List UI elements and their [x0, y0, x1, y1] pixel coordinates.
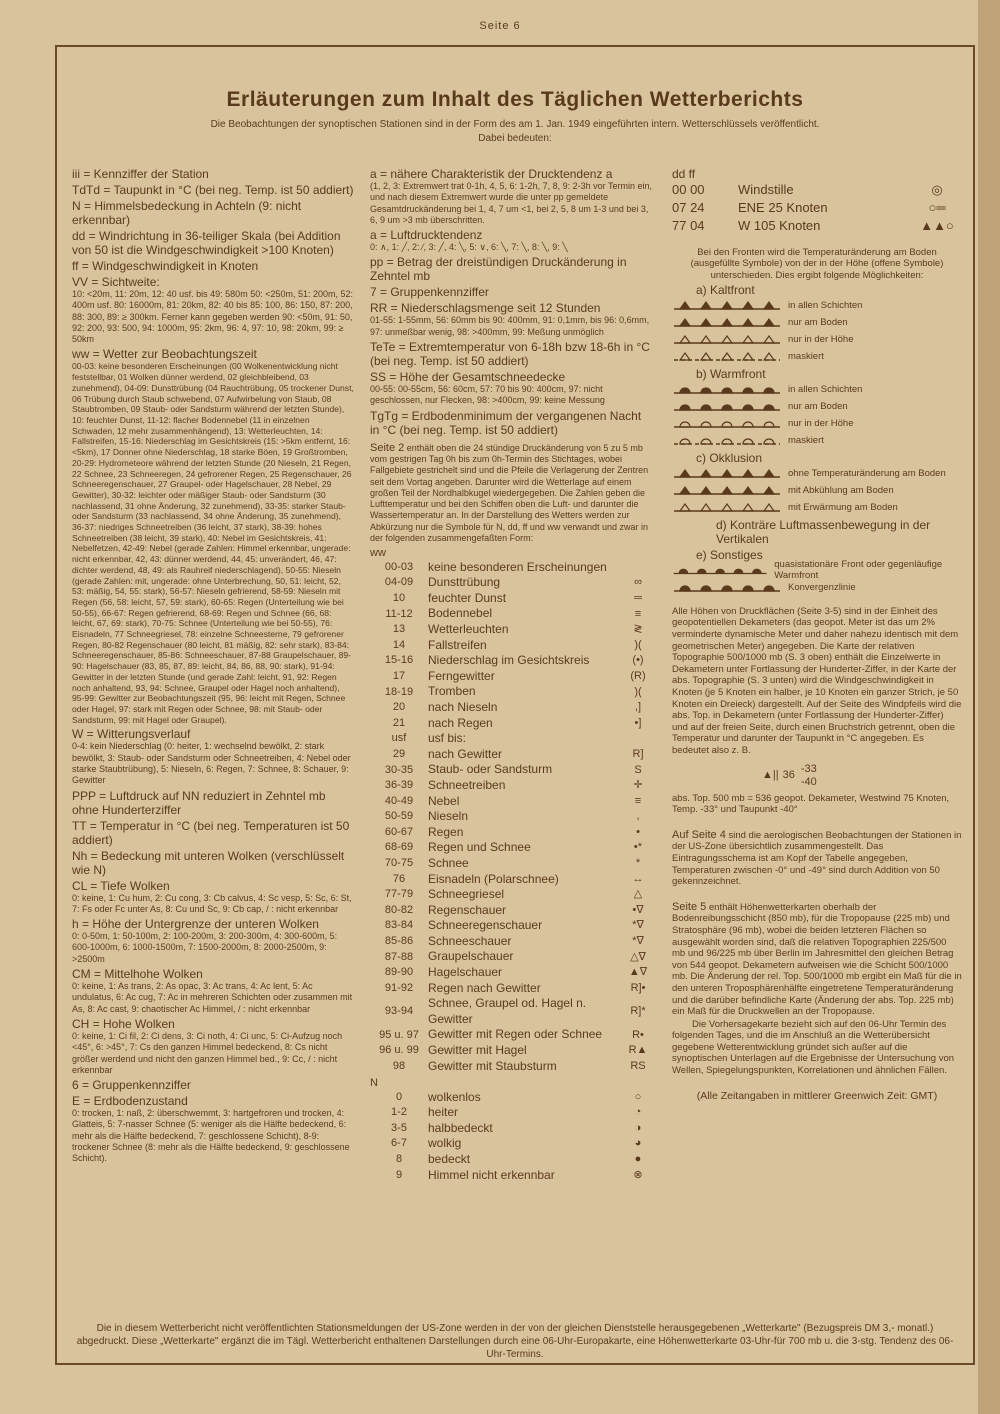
table-row — [370, 700, 653, 716]
wind-arrow-icon: ▲|| — [762, 768, 779, 781]
table-row — [370, 856, 653, 872]
front-row — [672, 331, 962, 348]
description-cell: Regen — [428, 824, 464, 839]
front-row — [672, 482, 962, 499]
subtitle — [60, 118, 970, 146]
wind-description: Windstille — [738, 182, 794, 197]
warm-front-symbol-icon — [672, 565, 768, 575]
warm-front-symbol-icon — [672, 435, 782, 445]
weather-symbol-icon: •∇ — [632, 903, 644, 916]
front-label: nur am Boden — [788, 316, 848, 328]
station-example — [762, 763, 962, 789]
table-row — [370, 575, 653, 591]
description-cell: feuchter Dunst — [428, 590, 507, 605]
weather-symbol-icon: )( — [634, 685, 642, 698]
table-row — [370, 1027, 653, 1043]
cold-front-symbol-icon — [672, 351, 782, 361]
weather-symbol-icon: ● — [634, 1153, 642, 1166]
front-label: nur in der Höhe — [788, 333, 854, 345]
description-cell: Gewitter mit Staubsturm — [428, 1058, 557, 1073]
cl-text: 0: keine, 1: Cu hum, 2: Cu cong, 3: Cb calvus, 4: Sc vesp, 5: Sc, 6: St, 7: Fs oder Fc unter As, 8: Cu und Sc, 9: Cb cap, / : nicht erkennbar — [72, 892, 352, 914]
front-label: nur in der Höhe — [788, 417, 854, 429]
code-cell: 68-69 — [384, 841, 414, 854]
key-6: 6 = Gruppenkennziffer — [72, 1078, 191, 1093]
key-td: TdTd = Taupunkt in °C (bei neg. Temp. ist 50 addiert) — [72, 183, 354, 197]
h-text: 0: 0-50m, 1: 50-100m, 2: 100-200m, 3: 200-300m, 4: 300-600m, 5: 600-1000m, 6: 1000-1500m, 7: 1500-2000m, 8: 2000-2500m, 9: >2500m — [72, 931, 338, 964]
hoehen-paragraph: Alle Höhen von Druckflächen (Seite 3-5) sind in der Einheit des geopotentiellen Dekameters (das geopot. Meter ist das um 2% verminderte dynamische Meter und daher nahezu identisch mit dem geometrischen Meter) angegeben. Die Karte der relativen Topographie 500/1000 mb (S. 3 oben) enthält die Einzelwerte in Dekametern unter Fortlassung der Hunderter-Ziffer, in der Karte der abs. Topographie (S. 3 unten) wird die Windgeschwindigkeit in Knoten (je 5 Knoten ein halber, je 10 Knoten ein ganzer Strich, je 50 Knoten ein Dreieck) dargestellt. Auf der Seite des Windpfeils wird die abs. Top. in Dekametern (unter Fortlassung der Hunderter-Ziffer) und auf der freien Seite, durch einen Bruchstrich getrennt, oben die Temperatur und darunter der Taupunkt in °C angegeben. Es bedeutet also z. B. — [672, 605, 962, 757]
description-cell: Nebel — [428, 793, 460, 808]
description-cell: keine besonderen Erscheinungen — [428, 559, 607, 574]
seite2-paragraph — [370, 443, 653, 545]
code-cell: 95 u. 97 — [379, 1028, 419, 1041]
description-cell: nach Nieseln — [428, 699, 498, 714]
table-row — [370, 1152, 653, 1168]
wind-symbol-icon: ▲▲○ — [920, 218, 954, 233]
cold-front-symbol-icon — [672, 502, 782, 512]
description-cell: Schneetreiben — [428, 777, 506, 792]
weather-symbol-icon: ≡ — [634, 607, 642, 620]
weather-symbol-icon: RS — [630, 1059, 646, 1072]
table-row — [370, 996, 653, 1027]
wind-table — [672, 181, 962, 235]
key-ss: SS = Höhe der Gesamtschneedecke — [370, 370, 566, 385]
code-cell: 80-82 — [384, 903, 414, 916]
wind-code: 00 00 — [672, 182, 705, 197]
code-cell: 17 — [392, 669, 406, 682]
vorhersage-paragraph: Die Vorhersagekarte bezieht sich auf den 06-Uhr Termin des folgenden Tages, und die im Anschluß an die Wetterübersicht gegebene Wetterentwicklung gründet sich außer auf die synoptischen Unterlagen auf die Ergebnisse der Untersuchung von Wellen, Spiegelungspunkten, Korrelationen und ähnlichen Fällen. — [672, 1018, 955, 1077]
weather-symbol-icon: ═ — [634, 591, 642, 604]
weather-symbol-icon: ◕ — [634, 1137, 642, 1150]
subtitle-line-1: Die Beobachtungen der synoptischen Stationen sind in der Form des am 1. Jan. 1949 eingeführten intern. Wetterschlüssels veröffentlicht. — [210, 119, 820, 130]
cold-front-symbol-icon — [672, 334, 782, 344]
table-row — [370, 872, 653, 888]
cold-front-symbol-icon — [672, 300, 782, 310]
table-row — [370, 653, 653, 669]
a-text: (1, 2, 3: Extremwert trat 0-1h, 4, 5, 6: 1-2h, 7, 8, 9: 2-3h vor Termin ein, und nach diesem Extremwert wurde die unter pp gemeldete Gesamtdruckänderung bei 1, 4, 7 um <1, bei 2, 5, 8 um 1-3 und bei 3, 6, 9 um >3 mb überschritten. — [370, 181, 652, 225]
cold-front-symbol-icon — [672, 317, 782, 327]
weather-symbol-icon: ∞ — [634, 576, 642, 589]
description-cell: Wetterleuchten — [428, 622, 509, 637]
description-cell: heiter — [428, 1105, 459, 1120]
description-cell: Gewitter mit Hagel — [428, 1043, 527, 1058]
description-cell: Bodennebel — [428, 606, 493, 621]
table-row — [370, 669, 653, 685]
key-a: a = nähere Charakteristik der Drucktendenz a — [370, 167, 613, 181]
front-row — [672, 465, 962, 482]
code-cell: 76 — [392, 872, 406, 885]
table-row — [370, 638, 653, 654]
key-vv: VV = Sichtweite: — [72, 275, 160, 289]
table-row — [370, 1043, 653, 1059]
zeit-note: (Alle Zeitangaben in mittlerer Greenwich Zeit: GMT) — [696, 1089, 938, 1102]
code-cell: 9 — [395, 1168, 403, 1181]
weather-symbol-icon: R] — [632, 747, 644, 760]
w-text: 0-4: kein Niederschlag (0: heiter, 1: wechselnd bewölkt, 2: stark bewölkt, 3: Staub- oder Sandsturm oder Schneetreiben, 4: Nebel oder starke Staubtrübung), 5: Nieseln, 6: Regen, 7: Schnee, 8: Schauer, 9: Gewitter — [72, 741, 351, 786]
weather-symbol-icon: △∇ — [630, 950, 646, 963]
front-row — [672, 297, 962, 314]
wind-description: W 105 Knoten — [738, 218, 821, 233]
weather-symbol-icon: ≡ — [634, 794, 642, 807]
table-row — [370, 1121, 653, 1137]
warm-front-symbol-icon — [672, 401, 782, 411]
description-cell: Gewitter mit Regen oder Schnee — [428, 1027, 603, 1042]
key-tg: TgTg = Erdbodenminimum der vergangenen Nacht in °C (bei neg. Temp. ist 50 addiert) — [370, 408, 642, 437]
key-ww: ww = Wetter zur Beobachtungszeit — [72, 347, 257, 362]
seite5-label: Seite 5 — [672, 900, 707, 913]
weather-symbol-icon: •] — [634, 716, 642, 729]
cold-front-symbol-icon — [672, 485, 782, 495]
code-cell: 30-35 — [384, 763, 414, 776]
code-cell: 21 — [392, 716, 406, 729]
table-row — [370, 934, 653, 950]
ww-table — [370, 560, 653, 1075]
weather-symbol-icon: R]• — [630, 981, 646, 994]
weather-symbol-icon: (•) — [632, 654, 644, 667]
wind-row — [672, 217, 962, 235]
seite2-text: enthält oben die 24 stündige Druckänderung von 5 zu 5 mb vom gestrigen Tag 0h bis zum 0h-Termin des Stichtages, wobei Fallgebiete gestrichelt sind und die Pfeile die Verlagerung der Zentren seit dem Vortag angeben. Darunter wird die Wetterlage auf einem großen Teil der Nordhalbkugel wiedergegeben. Die Zahlen geben die Lufttemperatur und bei den Schiffen oben die Luft- und darunter die Wassertemperatur an. In der Darstellung des Wetters werden zur Abkürzung nur die Symbole für N, dd, ff und ww verwandt und zwar in der folgenden zusammengefaßten Form: — [370, 442, 649, 544]
example-height: 36 — [782, 768, 795, 781]
weather-symbol-icon: R]* — [630, 1005, 646, 1018]
weather-symbol-icon: ↔ — [632, 872, 644, 885]
code-cell: 1-2 — [391, 1106, 407, 1119]
code-cell: 36-39 — [384, 779, 414, 792]
ww-text: 00-03: keine besonderen Erscheinungen (00 Wolkenentwicklung nicht feststellbar, 01 Wolken dünner werdend, 02 gleichbleibend, 03 zunehmend), 04-09: Dunsttrübung (04 Rauchtrübung, 05 trockener Dunst, 06 Trübung durch Staub schwebend, 07 Aufwirbelung von Staub, 08 Staubtromben, 09 Staub- oder Sandsturm während der letzten Stunde), 10: feuchter Dunst, 11-12: flacher Bodennebel (11 in einzelnen Schwaden, 12 mehr zusammenhängend), 13: Wetterleuchten, 14: Fallstreifen, 15-16: Niederschlag im Gesichtskreis (15: >5km entfernt, 16: <5km), 17 Donner ohne Niederschlag, 18 starke Böen, 19 Großtromben, 20-29: Hydrometeore während der letzten Stunde (20 Nieseln, 21 Regen, 22 Schnee, 23 Schneeregen, 24 gefrorener Regen, 25 Regenschauer, 26 Schneeregenschauer, 27 Graupel- oder Hagelschauer, 28 Nebel, 29 Gewitter), 30-32: leichter oder mäßiger Staub- oder Sandsturm (30 nachlassend, 31 ohne Änderung, 32 zunehmend), 33-35: starker Staub- oder Sandsturm (33 nachlassend, 34 ohne Änderung, 35 zunehmend), 36-37: niedriges Schneetreiben (36 leicht, 37 stark), 38-39: hohes Schneetreiben (38 leicht, 39 stark), 40: Nebel im Gesichtskreis, 41: Nebelfetzen, 42-49: Nebel (gerade Zahlen: Himmel erkennbar, ungerade: nicht erkennbar, 42, 43: dünner werdend, 44, 45: unverändert, 46, 47: dichter werdend, 48, 49: als Rauhreif niederschlagend), 50-55: Nieseln (gerade Zahlen: mit, ungerade: ohne Unterbrechung, 50, 51: leicht, 52, 53: mäßig, 54, 55: stark), 56-57: Nieseln gefrierend, 58-59: Nieseln mit Regen (56, 58: leicht, 57, 59: stark), 60-65: Regen (Unterteilung wie bei 50-55), 66-67: Regen gefrierend, 68-69: Regen und Schnee (66, 68: leicht, 67, 69: stark), 70-75: Schnee (Unterteilung wie bei 50-55), 76: Eisnadeln, 77 Schneegriesel, 78: einzelne Schneesterne, 79 gefrorener Regen, 80-82 Regenschauer (80 leicht, 81 mäßig, 82: sehr stark), 83-84: Schneeregenschauer, 85-86: Schneeschauer, 87-88 Graupelschauer, 89-90: Hagelschauer (83, 85, 87, 89: leicht, 84, 86, 88, 90: stark), 91-94: Gewitter in der letzten Stunde (und gerade Zahl: leicht, 91, 92: Regen noch anhaltend, 93, 94: Schnee, Graupel oder Hagel noch anhaltend), 95-99: Gewitter zur Beobachtungszeit (95, 96: leicht mit Regen, Schnee oder Hagel, 97: stark mit Regen oder Schnee, 98: mit Staub- oder Sandsturm, 99: mit Hagel oder Graupel). — [72, 361, 354, 725]
wind-row — [672, 199, 962, 217]
code-cell: usf — [391, 732, 407, 745]
front-row — [672, 499, 962, 516]
description-cell: Regenschauer — [428, 902, 507, 917]
key-nh: Nh = Bedeckung mit unteren Wolken (verschlüsselt wie N) — [72, 848, 345, 877]
table-row — [370, 622, 653, 638]
description-cell: usf bis: — [428, 731, 467, 746]
okklusion-list — [672, 465, 962, 516]
rr-text: 01-55: 1-55mm, 56: 60mm bis 90: 400mm, 91: 0,1mm, bis 96: 0,6mm, 97: unmeßbar wenig, 98: >400mm, 99: Meßung unmöglich — [370, 315, 650, 337]
code-cell: 10 — [392, 591, 406, 604]
table-row — [370, 809, 653, 825]
key-cl: CL = Tiefe Wolken — [72, 878, 170, 893]
right-column — [672, 165, 962, 1103]
table-row — [370, 794, 653, 810]
front-label: maskiert — [788, 434, 824, 446]
wind-description: ENE 25 Knoten — [738, 200, 828, 215]
tendency-symbols: 0: ∧, 1: ╱, 2: ⁄, 3: ╱, 4: ╲, 5: ∨, 6: ╲, 7: ╲, 8: ╲, 9: ╲ — [370, 242, 568, 253]
description-cell: nach Regen — [428, 715, 493, 730]
code-cell: 29 — [392, 747, 406, 760]
weather-symbol-icon: (R) — [630, 669, 646, 682]
description-cell: Schneeschauer — [428, 933, 512, 948]
description-cell: Regen und Schnee — [428, 840, 531, 855]
front-row — [672, 314, 962, 331]
code-cell: 98 — [392, 1059, 406, 1072]
weather-symbol-icon: R▲ — [628, 1044, 648, 1057]
description-cell: Niederschlag im Gesichtskreis — [428, 653, 590, 668]
table-row — [370, 1059, 653, 1075]
table-row — [370, 918, 653, 934]
warmfront-head: b) Warmfront — [696, 366, 766, 381]
key-ff: ff = Windgeschwindigkeit in Knoten — [72, 259, 259, 273]
description-cell: Graupelschauer — [428, 949, 514, 964]
front-row — [672, 381, 962, 398]
table-row — [370, 981, 653, 997]
code-cell: 91-92 — [384, 981, 414, 994]
weather-symbol-icon: *∇ — [632, 919, 644, 932]
code-cell: 70-75 — [384, 857, 414, 870]
key-te: TeTe = Extremtemperatur von 6-18h bzw 18-6h in °C (bei neg. Temp. ist 50 addiert) — [370, 340, 650, 369]
description-cell: Schnee — [428, 855, 469, 870]
front-row — [672, 559, 962, 582]
code-cell: 96 u. 99 — [379, 1044, 419, 1057]
code-cell: 87-88 — [384, 950, 414, 963]
description-cell: Himmel nicht erkennbar — [428, 1167, 555, 1182]
description-cell: Hagelschauer — [428, 965, 503, 980]
description-cell: Dunsttrübung — [428, 575, 501, 590]
ss-text: 00-55: 00-55cm, 56: 60cm, 57: 70 bis 90: 400cm, 97: nicht geschlossen, nur Flecken, 98: >400cm, 99: keine Messung — [370, 384, 605, 406]
key-iii: iii = Kennziffer der Station — [72, 167, 209, 181]
fronts-intro: Bei den Fronten wird die Temperaturänderung am Boden (ausgefüllte Symbole) von der in der Höhe (offene Symbole) unterschieden. Dies ergibt folgende Möglichkeiten: — [690, 247, 944, 281]
code-cell: 83-84 — [384, 919, 414, 932]
warm-front-symbol-icon — [672, 582, 782, 592]
table-row — [370, 747, 653, 763]
table-row — [370, 825, 653, 841]
page-edge — [978, 0, 1000, 1414]
weather-symbol-icon: ◔ — [634, 1106, 642, 1119]
table-row — [370, 887, 653, 903]
code-cell: 3-5 — [391, 1121, 407, 1134]
subtitle-line-2: Dabei bedeuten: — [478, 133, 552, 144]
key-n: N = Himmelsbedeckung in Achteln (9: nicht erkennbar) — [72, 199, 302, 227]
seite5-paragraph — [672, 902, 962, 1018]
front-label: mit Erwärmung am Boden — [788, 501, 898, 513]
key-rr: RR = Niederschlagsmenge seit 12 Stunden — [370, 301, 601, 316]
key-w: W = Witterungsverlauf — [72, 727, 191, 742]
page-number: Seite 6 — [479, 20, 521, 32]
description-cell: Staub- oder Sandsturm — [428, 762, 553, 777]
n-table-head: N — [370, 1077, 378, 1090]
code-cell: 40-49 — [384, 794, 414, 807]
weather-symbol-icon: •* — [633, 841, 643, 854]
code-cell: 00-03 — [384, 560, 414, 573]
code-cell: 89-90 — [384, 966, 414, 979]
table-row — [370, 731, 653, 747]
table-row — [370, 716, 653, 732]
weather-symbol-icon: R• — [632, 1028, 644, 1041]
description-cell: wolkenlos — [428, 1089, 481, 1104]
code-cell: 6-7 — [391, 1137, 407, 1150]
code-cell: 14 — [392, 638, 406, 651]
kaltfront-head: a) Kaltfront — [696, 282, 755, 297]
example-text: abs. Top. 500 mb = 536 geopot. Dekameter, Westwind 75 Knoten, Temp. -33° und Taupunkt -40° — [672, 792, 950, 816]
code-cell: 85-86 — [384, 935, 414, 948]
table-row — [370, 560, 653, 576]
description-cell: Schneegriesel — [428, 887, 505, 902]
weather-symbol-icon: * — [635, 857, 641, 870]
warm-front-symbol-icon — [672, 384, 782, 394]
key-ch: CH = Hohe Wolken — [72, 1016, 175, 1031]
key-tendency: a = Luftdrucktendenz — [370, 228, 483, 243]
code-cell: 18-19 — [384, 685, 414, 698]
footer-note: Die in diesem Wetterbericht nicht veröffentlichten Stationsmeldungen der US-Zone werden in der von der gleichen Dienststelle herausgegebenen „Wetterkarte" (Bezugspreis DM 3,- monatl.) abgedruckt. Diese „Wetterkarte" ergänzt die im Tägl. Wetterbericht enthaltenen Darstellungen durch eine 06-Uhr-Europakarte, eine Höhenwetterkarte 03-Uhr-für 700 mb u. die 3-stg. Tendenz des 06-Uhr-Termins. — [76, 1323, 954, 1360]
key-pp: pp = Betrag der dreistündigen Druckänderung in Zehntel mb — [370, 255, 627, 284]
n-table — [370, 1090, 653, 1184]
code-cell: 0 — [395, 1090, 403, 1103]
code-cell: 77-79 — [384, 888, 414, 901]
front-label: quasistationäre Front oder gegenläufige Warmfront — [774, 559, 943, 582]
wind-row — [672, 181, 962, 199]
table-row — [370, 778, 653, 794]
key-ppp: PPP = Luftdruck auf NN reduziert in Zehntel mb ohne Hunderterziffer — [72, 788, 326, 817]
code-cell: 60-67 — [384, 825, 414, 838]
code-cell: 11-12 — [385, 607, 413, 620]
weather-symbol-icon: *∇ — [632, 935, 644, 948]
cold-front-symbol-icon — [672, 468, 782, 478]
front-label: nur am Boden — [788, 400, 848, 412]
vv-text: 10: <20m, 11: 20m, 12: 40 usf. bis 49: 580m 50: <250m, 51: 200m, 52: 400m usf. 80: 16000m, 81: 20km, 82: 40 bis 85: 100, 86: 150, 87: 200, 88: 300, 89: ≥ 300km. Ferner kann gegeben werden 90: <50m, 91: 50, 92: 200, 93: 500, 94: 1000m, 95: 2km, 96: 4, 97: 10, 98: 20km, 99: ≥ 50km — [72, 289, 354, 345]
code-cell: 50-59 — [384, 810, 414, 823]
seite5-text: enthält Höhenwetterkarten oberhalb der Bodenreibungsschicht (850 mb), für die Tropopause (225 mb) und Stratosphäre (96 mb), wobei die beiden letzteren Flächen so ausgewählt worden sind, daß die relativen Topographien 225/500 mb und 96/225 mb über Berlin im Jahresmittel den gleichen Betrag von 544 geopot. Dekametern aufweisen wie die Schicht 500/1000 mb. Die Änderung der rel. Top. 500/1000 mb ergibt ein Maß für die in den unteren Troposphärenhälfte eingetretene Temperaturänderung und die darüber befindliche Karte (Änderung der abs. Top. 225 mb) ein Maß für die Druckwellen an der Tropopause. — [672, 901, 962, 1018]
description-cell: Ferngewitter — [428, 668, 495, 683]
weather-symbol-icon: ,] — [634, 701, 642, 714]
wind-code: 77 04 — [672, 218, 705, 233]
kaltfront-list — [672, 297, 962, 365]
kontraer-head: d) Konträre Luftmassenbewegung in der Vertikalen — [716, 517, 931, 546]
sonstiges-head: e) Sonstiges — [696, 547, 763, 562]
warm-front-symbol-icon — [672, 418, 782, 428]
table-row — [370, 840, 653, 856]
key-e: E = Erdbodenzustand — [72, 1094, 188, 1109]
weather-symbol-icon: S — [634, 763, 642, 776]
weather-symbol-icon: ○ — [634, 1090, 642, 1103]
example-dewpoint: -40 — [800, 775, 817, 788]
front-label: ohne Temperaturänderung am Boden — [788, 467, 946, 479]
table-row — [370, 1136, 653, 1152]
weather-symbol-icon: △ — [633, 888, 643, 901]
seite4-text: sind die aerologischen Beobachtungen der Stationen in der US-Zone übersichtlich zusammengestellt. Das Eintragungsschema ist am Kopf der Tabelle angegeben, Temperaturen zwischen -0° und -49° sind durch Addition von 50 gekennzeichnet. — [672, 829, 962, 888]
warmfront-list — [672, 381, 962, 449]
key-dd: dd = Windrichtung in 36-teiliger Skala (bei Addition von 50 ist die Windgeschwindigkeit >100 Knoten) — [72, 229, 341, 257]
e-text: 0: trocken, 1: naß, 2: überschwemmt, 3: hartgefroren und trocken, 4: Glatteis, 5: 7-nasser Schnee (5: weniger als die Hälfte bedeckend, 6: mehr als die Hälfte bedeckend, 7: geschlossene Schicht), 8-9: trockener Schnee (8: mehr als die Hälfte bedeckend, 9: geschlossene Schicht). — [72, 1108, 350, 1164]
front-label: in allen Schichten — [788, 383, 863, 395]
description-cell: Schneeregenschauer — [428, 918, 543, 933]
cm-text: 0: keine, 1: As trans, 2: As opac, 3: Ac trans, 4: Ac lent, 5: Ac undulatus, 6: Ac cug, 7: Ac in mehreren Schichten oder zusammen mit As, 8: Ac cast, 9: chaotischer Ac Himmel, / : nicht erkennbar — [72, 981, 353, 1014]
ddff-head: dd ff — [672, 167, 696, 181]
middle-column — [370, 165, 653, 1183]
table-row — [370, 965, 653, 981]
front-row — [672, 432, 962, 449]
seite2-label: Seite 2 — [370, 441, 405, 454]
key-h: h = Höhe der Untergrenze der unteren Wolken — [72, 917, 319, 932]
table-row — [370, 762, 653, 778]
seite4-label: Auf Seite 4 — [672, 828, 726, 841]
description-cell: Regen nach Gewitter — [428, 980, 541, 995]
weather-symbol-icon: )( — [634, 638, 642, 651]
front-row — [672, 415, 962, 432]
wind-code: 07 24 — [672, 200, 705, 215]
description-cell: Tromben — [428, 684, 476, 699]
key-7: 7 = Gruppenkennziffer — [370, 285, 489, 300]
front-label: mit Abkühlung am Boden — [788, 484, 894, 496]
front-label: maskiert — [788, 350, 824, 362]
table-row — [370, 1105, 653, 1121]
table-row — [370, 949, 653, 965]
weather-symbol-icon: • — [636, 825, 640, 838]
wind-symbol-icon: ◎ — [931, 182, 943, 197]
left-column — [72, 165, 354, 1166]
code-cell: 20 — [392, 701, 406, 714]
code-cell: 93-94 — [384, 1005, 414, 1018]
table-row — [370, 606, 653, 622]
example-temp: -33 — [800, 762, 817, 775]
weather-symbol-icon: ◑ — [634, 1121, 642, 1134]
code-cell: 13 — [392, 623, 406, 636]
table-row — [370, 1168, 653, 1184]
key-tt: TT = Temperatur in °C (bei neg. Temperaturen ist 50 addiert) — [72, 818, 350, 847]
description-cell: Nieseln — [428, 809, 469, 824]
code-cell: 15-16 — [384, 654, 414, 667]
table-row — [370, 1090, 653, 1106]
code-cell: 04-09 — [384, 576, 414, 589]
front-label: in allen Schichten — [788, 299, 863, 311]
okklusion-head: c) Okklusion — [696, 450, 763, 465]
description-cell: bedeckt — [428, 1151, 471, 1166]
weather-symbol-icon: ⊗ — [633, 1168, 643, 1181]
page-title: Erläuterungen zum Inhalt des Täglichen Wetterberichts — [226, 88, 804, 111]
description-cell: nach Gewitter — [428, 746, 503, 761]
wind-symbol-icon: ○═ — [928, 200, 946, 215]
weather-symbol-icon: ▲∇ — [628, 966, 648, 979]
description-cell: Eisnadeln (Polarschnee) — [428, 871, 559, 886]
code-cell: 8 — [395, 1153, 403, 1166]
description-cell: Fallstreifen — [428, 637, 487, 652]
weather-symbol-icon: ✛ — [633, 779, 643, 792]
table-row — [370, 684, 653, 700]
key-cm: CM = Mittelhohe Wolken — [72, 967, 203, 982]
front-row — [672, 348, 962, 365]
weather-symbol-icon: ≷ — [633, 623, 643, 636]
ww-table-head: ww — [370, 547, 386, 560]
front-label: Konvergenzlinie — [788, 581, 856, 593]
table-row — [370, 903, 653, 919]
ch-text: 0: keine, 1: Ci fil, 2: Ci dens, 3: Ci noth, 4: Ci unc, 5: Ci-Aufzug noch <45°, 6: >45°, 7: Cs den ganzen Himmel bedeckend, 8: Cs nicht größer werdend und nicht den ganzen Himmel bed., 9: Cc, / : nicht erkennbar — [72, 1030, 343, 1075]
weather-symbol-icon: , — [636, 810, 640, 823]
table-row — [370, 591, 653, 607]
description-cell: halbbedeckt — [428, 1120, 493, 1135]
description-cell: wolkig — [428, 1136, 462, 1151]
description-cell: Schnee, Graupel od. Hagel n. Gewitter — [428, 996, 587, 1026]
front-row — [672, 398, 962, 415]
seite4-paragraph — [672, 830, 962, 888]
sonstiges-list — [672, 559, 962, 596]
